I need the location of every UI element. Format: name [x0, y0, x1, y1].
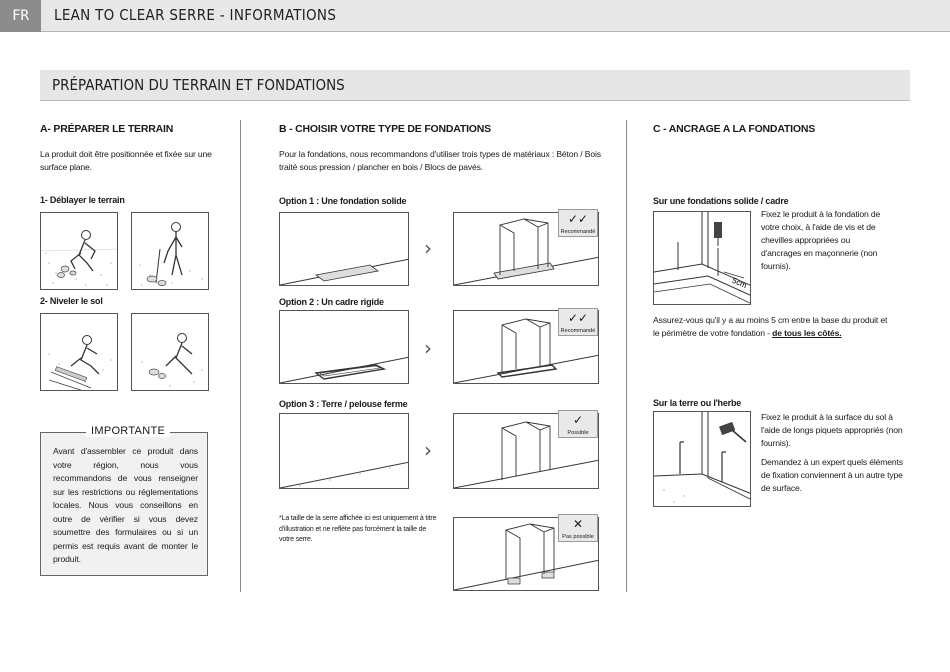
option2-label: Option 2 : Un cadre rigide	[279, 297, 384, 307]
important-title: IMPORTANTE	[86, 425, 170, 437]
illustration-level-ground-2	[131, 313, 209, 391]
document-title: LEAN TO CLEAR SERRE - INFORMATIONS	[54, 6, 337, 24]
option3-label: Option 3 : Terre / pelouse ferme	[279, 399, 408, 409]
important-notice	[40, 425, 208, 576]
language-badge[interactable]: FR	[0, 0, 41, 32]
check-icon: ✓	[572, 413, 584, 427]
badge-label: Recommandé	[560, 229, 596, 235]
important-text: Avant d'assembler ce produit dans votre région, nous vous recommandons de vous renseigner sur les restrictions ou réglementations locales. Nous vous conseillons en outre de vérifier si vous devez soumettre des formulaires ou si un permis est requis avant de monter le produit.	[53, 446, 198, 564]
soil-grass-label: Sur la terre ou l'herbe	[653, 398, 742, 408]
illustration-clear-ground-1	[40, 212, 118, 290]
col-b-heading: B - CHOISIR VOTRE TYPE DE FONDATIONS	[279, 123, 491, 135]
cross-icon: ✕	[572, 517, 584, 531]
badge-label: Possible	[567, 430, 589, 436]
section-title: PRÉPARATION DU TERRAIN ET FONDATIONS	[52, 76, 345, 94]
top-bar	[0, 0, 950, 32]
col-a-heading: A- PRÉPARER LE TERRAIN	[40, 123, 174, 135]
solid-frame-label: Sur une fondations solide / cadre	[653, 196, 789, 206]
anchoring-soil-illustration	[653, 411, 751, 507]
step2-label: 2- Niveler le sol	[40, 296, 103, 306]
badge-label: Pas possible	[562, 534, 594, 540]
col-a-intro: La produit doit être positionnée et fixée sur une surface plane.	[40, 149, 212, 172]
chevron-right-icon: ›	[424, 336, 432, 360]
col-c-heading: C - ANCRAGE A LA FONDATIONS	[653, 123, 816, 135]
illustration-level-ground-1	[40, 313, 118, 391]
dimension-label: 5cm	[730, 275, 749, 291]
spacing-emphasis: de tous les côtés.	[772, 328, 842, 338]
foundation-solid-illustration	[279, 212, 409, 286]
column-divider-1	[240, 120, 241, 592]
expert-advice-text: Demandez à un expert quels éléments de fixation conviennent à un autre type de surface.	[761, 457, 903, 493]
badge-not-possible	[558, 514, 598, 542]
badge-recommended-1	[558, 209, 598, 237]
foundation-soil-illustration	[279, 413, 409, 489]
solid-anchoring-text: Fixez le produit à la fondation de votre choix, à l'aide de vis et de chevilles appropriées ou d'ancrages en maçonnerie (non fournis).	[761, 209, 881, 271]
double-check-icon: ✓✓	[567, 212, 589, 226]
step1-label: 1- Déblayer le terrain	[40, 195, 125, 205]
chevron-right-icon: ›	[424, 236, 432, 260]
anchoring-solid-illustration	[653, 211, 751, 305]
chevron-right-icon: ›	[424, 438, 432, 462]
col-b-intro: Pour la fondations, nous recommandons d'utiliser trois types de matériaux : Béton / Bois traité sous pression / plancher en bois / Blocs de pavés.	[279, 149, 601, 172]
double-check-icon: ✓✓	[567, 311, 589, 325]
soil-anchoring-text: Fixez le produit à la surface du sol à l'aide de longs piquets appropriés (non fournis).	[761, 412, 903, 448]
foundation-frame-illustration	[279, 310, 409, 384]
section-header	[40, 70, 910, 101]
badge-label: Recommandé	[560, 328, 596, 334]
option1-label: Option 1 : Une fondation solide	[279, 196, 407, 206]
column-divider-2	[626, 120, 627, 592]
spacing-instruction	[653, 314, 893, 340]
badge-possible	[558, 410, 598, 438]
footnote: *La taille de la serre affichée ici est uniquement à titre d'illustration et ne reflète pas forcément la taille de votre serre.	[279, 515, 437, 543]
illustration-clear-ground-2	[131, 212, 209, 290]
spacing-text: Assurez-vous qu'il y a au moins 5 cm entre la base du produit et le périmètre de votre fondation -	[653, 315, 888, 338]
badge-recommended-2	[558, 308, 598, 336]
